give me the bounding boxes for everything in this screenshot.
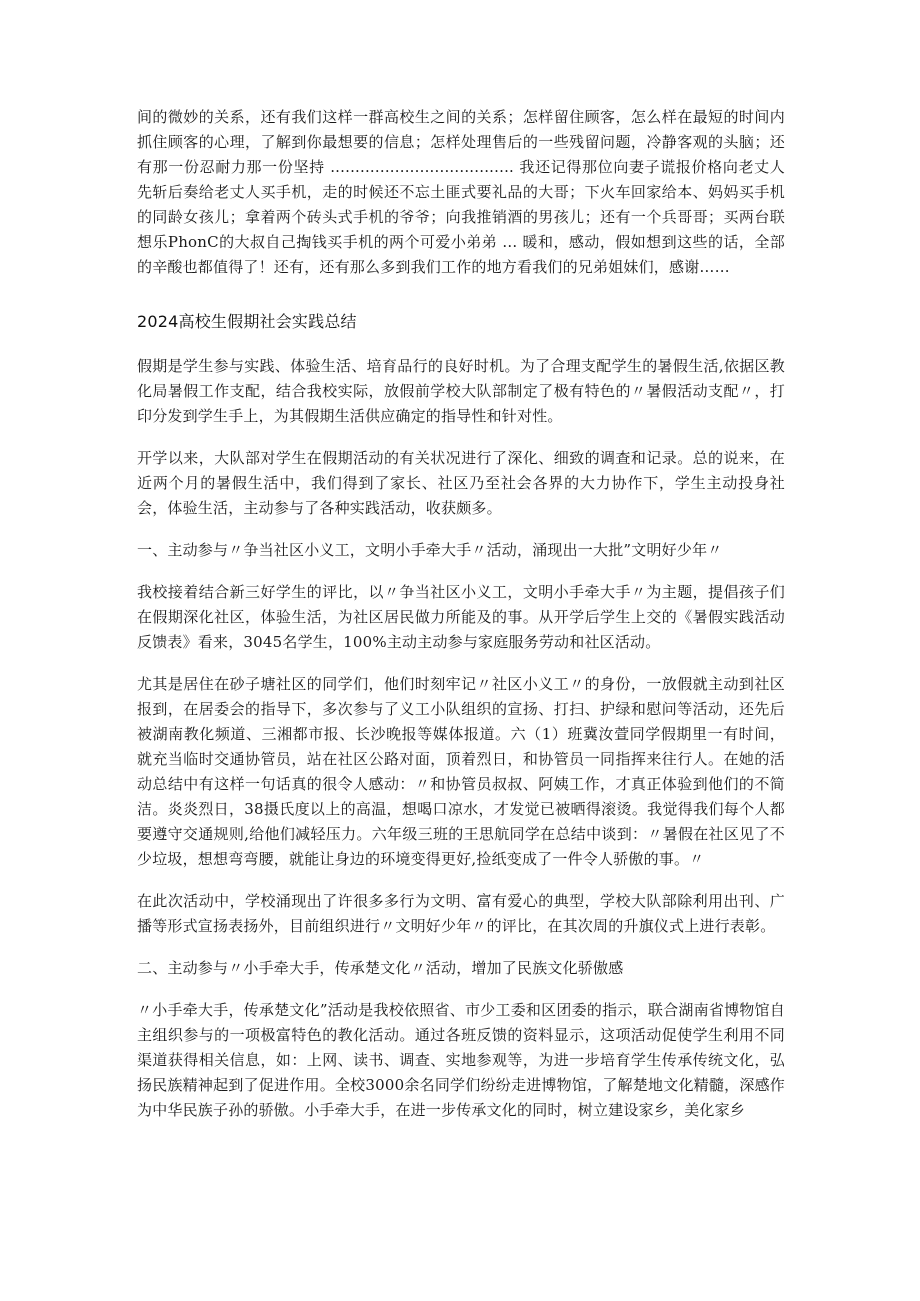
document-page — [137, 105, 785, 1140]
intro-paragraph: 间的微妙的关系，还有我们这样一群高校生之间的关系；怎样留住顾客，怎么样在最短的时间内抓住顾客的心理，了解到你最想要的信息；怎样处理售后的一些残留问题，冷静客观的头脑；还有那一份忍耐力那一份坚持 ..................................... 我还记得那位向妻子谎报价格向老丈人先斩后奏给老丈人买手机，走的时候还不忘土匪式要礼品的大哥；下火车回家给本、妈妈买手机的同龄女孩儿；拿着两个砖头式手机的爷爷；向我推销酒的男孩儿；还有一个兵哥哥；买两台联想乐PhonC的大叔自己掏钱买手机的两个可爱小弟弟 ... 暖和，感动，假如想到这些的话，全部的辛酸也都值得了！还有，还有那么多到我们工作的地方看我们的兄弟姐妹们，感谢…… — [137, 108, 785, 276]
paragraph-community-story: 尤其是居住在砂子塘社区的同学们，他们时刻牢记〃社区小义工〃的身份，一放假就主动到社区报到，在居委会的指导下，多次参与了义工小队组织的宣扬、打扫、护绿和慰问等活动，还先后被湖南教化频道、三湘都市报、长沙晚报等媒体报道。六（1）班冀汝萱同学假期里一有时间，就充当临时交通协管员，站在社区公路对面，顶着烈日，和协管员一同指挥来往行人。在她的活动总结中有这样一句话真的很令人感动：〃和协管员叔叔、阿姨工作，才真正体验到他们的不简洁。炎炎烈日，38摄氏度以上的高温，想喝口凉水，才发觉已被晒得滚烫。我觉得我们每个人都要遵守交通规则,给他们减轻压力。六年级三班的王思航同学在总结中谈到：〃暑假在社区见了不少垃圾，想想弯弯腰，就能让身边的环境变得更好,捡纸变成了一件令人骄傲的事。〃 — [137, 675, 785, 868]
paragraph-intro-summer: 假期是学生参与实践、体验生活、培育品行的良好时机。为了合理支配学生的暑假生活,依据区教化局暑假工作支配，结合我校实际，放假前学校大队部制定了极有特色的〃暑假活动支配〃，打印分发到学生手上，为其假期生活供应确定的指导性和针对性。 — [137, 357, 785, 425]
section-heading-two: 二、主动参与〃小手牵大手，传承楚文化〃活动，增加了民族文化骄傲感 — [137, 959, 624, 977]
document-title: 2024高校生假期社会实践总结 — [137, 312, 357, 331]
paragraph-investigation: 开学以来，大队部对学生在假期活动的有关状况进行了深化、细致的调查和记录。总的说来，在近两个月的暑假生活中，我们得到了家长、社区乃至社会各界的大力协作下，学生主动投身社会，体验生活，主动参与了各种实践活动，收获颇多。 — [137, 449, 785, 517]
paragraph-culture: 〃小手牵大手，传承楚文化”活动是我校依照省、市少工委和区团委的指示，联合湖南省博物馆自主组织参与的一项极富特色的教化活动。通过各班反馈的资料显示，这项活动促使学生利用不同渠道获得相关信息，如：上网、读书、调查、实地参观等，为进一步培育学生传承传统文化，弘扬民族精神起到了促进作用。全校3000余名同学们纷纷走进博物馆，了解楚地文化精髓，深感作为中华民族子孙的骄傲。小手牵大手，在进一步传承文化的同时，树立建设家乡，美化家乡 — [137, 1001, 785, 1119]
section-heading-one: 一、主动参与〃争当社区小义工，文明小手牵大手〃活动，涌现出一大批”文明好少年〃 — [137, 541, 723, 559]
paragraph-volunteer: 我校接着结合新三好学生的评比，以〃争当社区小义工，文明小手牵大手〃为主题，提倡孩子们在假期深化社区，体验生活，为社区居民做力所能及的事。从开学后学生上交的《暑假实践活动反馈表》看来，3045名学生，100%主动主动参与家庭服务劳动和社区活动。 — [137, 583, 785, 651]
paragraph-activity-result: 在此次活动中，学校涌现出了许很多多行为文明、富有爱心的典型，学校大队部除利用出刊、广播等形式宣扬表扬外，目前组织进行〃文明好少年〃的评比，在其次周的升旗仪式上进行表彰。 — [137, 892, 785, 935]
